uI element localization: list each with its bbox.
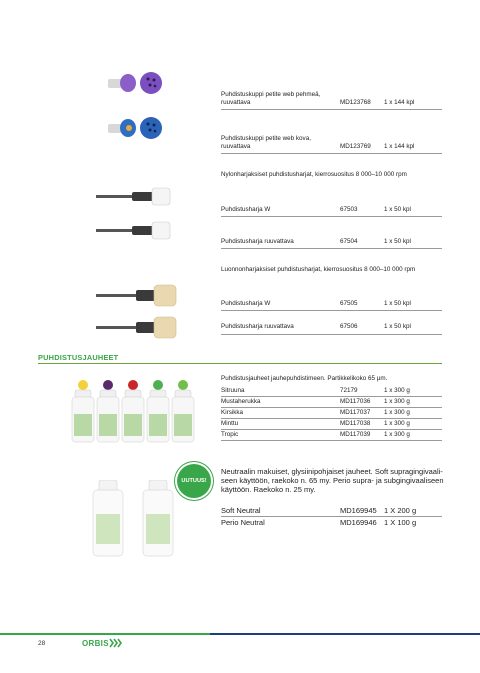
logo-chevrons-icon	[109, 638, 123, 648]
product-code: MD169946	[340, 518, 377, 527]
product-code: 67503	[340, 206, 358, 213]
product-code: MD117037	[340, 409, 371, 416]
prophy-cup-soft-image	[106, 70, 166, 98]
product-name: Mustaherukka	[221, 398, 261, 405]
product-code: 67505	[340, 300, 358, 307]
product-name: Minttu	[221, 420, 239, 427]
product-qty: 1 x 300 g	[384, 387, 410, 394]
product-code: MD123768	[340, 99, 371, 106]
product-name: Soft Neutral	[221, 506, 261, 515]
product-qty: 1 x 300 g	[384, 420, 410, 427]
section-heading: Luonnonharjaksiset puhdistusharjat, kierrosuositus 8 000–10 000 rpm	[221, 266, 416, 273]
neutral-description: käyttöön. Raekoko n. 25 my.	[221, 485, 316, 494]
natural-brush-screw-image	[96, 316, 178, 340]
logo-text: ORBIS	[82, 639, 109, 648]
page-number: 28	[38, 640, 46, 647]
product-name: Puhdistusharja ruuvattava	[221, 323, 294, 330]
product-qty: 1 x 50 kpl	[384, 206, 411, 213]
product-qty: 1 x 50 kpl	[384, 300, 411, 307]
product-code: 67506	[340, 323, 358, 330]
footer-rule	[0, 631, 480, 637]
section-heading: Nylonharjaksiset puhdistusharjat, kierrosuositus 8 000–10 000 rpm	[221, 171, 407, 178]
product-name: Puhdistusharja W	[221, 300, 271, 307]
product-qty: 1 x 144 kpl	[384, 99, 415, 106]
neutral-powder-bottles-image	[90, 480, 182, 558]
product-code: MD123769	[340, 143, 371, 150]
new-badge: UUTUUS!	[177, 464, 211, 498]
product-name: ruuvattava	[221, 99, 251, 106]
product-code: MD117039	[340, 431, 371, 438]
nylon-brush-w-image	[96, 186, 172, 208]
neutral-description: seen käyttöön, raekoko n. 65 my. Perio supra- ja subgingivaaliseen	[221, 476, 444, 485]
prophy-cup-hard-image	[106, 115, 166, 143]
powder-bottles-image	[70, 378, 200, 444]
product-qty: 1 x 300 g	[384, 431, 410, 438]
product-name: Puhdistusharja ruuvattava	[221, 238, 294, 245]
nylon-brush-screw-image	[96, 220, 172, 242]
product-name: Puhdistuskuppi petite web kova,	[221, 135, 311, 142]
product-qty: 1 X 100 g	[384, 518, 417, 527]
product-code: 72179	[340, 387, 358, 394]
product-code: 67504	[340, 238, 358, 245]
product-qty: 1 x 50 kpl	[384, 238, 411, 245]
product-code: MD117036	[340, 398, 371, 405]
natural-brush-w-image	[96, 284, 178, 308]
neutral-description: Neutraalin makuiset, glysiinipohjaiset jauheet. Soft supragingivaali-	[221, 467, 443, 476]
product-name: Kirsikka	[221, 409, 244, 416]
product-name: Perio Neutral	[221, 518, 265, 527]
product-code: MD117038	[340, 420, 371, 427]
product-qty: 1 x 300 g	[384, 398, 410, 405]
product-qty: 1 x 300 g	[384, 409, 410, 416]
orbis-logo	[82, 636, 122, 650]
product-qty: 1 X 200 g	[384, 506, 417, 515]
product-name: Sitruuna	[221, 387, 245, 394]
product-name: Puhdistuskuppi petite web pehmeä,	[221, 91, 321, 98]
product-name: ruuvattava	[221, 143, 251, 150]
section-title-powders: PUHDISTUSJAUHEET	[38, 353, 119, 362]
product-qty: 1 x 144 kpl	[384, 143, 415, 150]
section-heading: Puhdistusjauheet jauhepuhdistimeen. Partikkelikoko 65 µm.	[221, 375, 388, 382]
product-name: Puhdistusharja W	[221, 206, 271, 213]
product-name: Tropic	[221, 431, 239, 438]
product-code: MD169945	[340, 506, 377, 515]
product-qty: 1 x 50 kpl	[384, 323, 411, 330]
